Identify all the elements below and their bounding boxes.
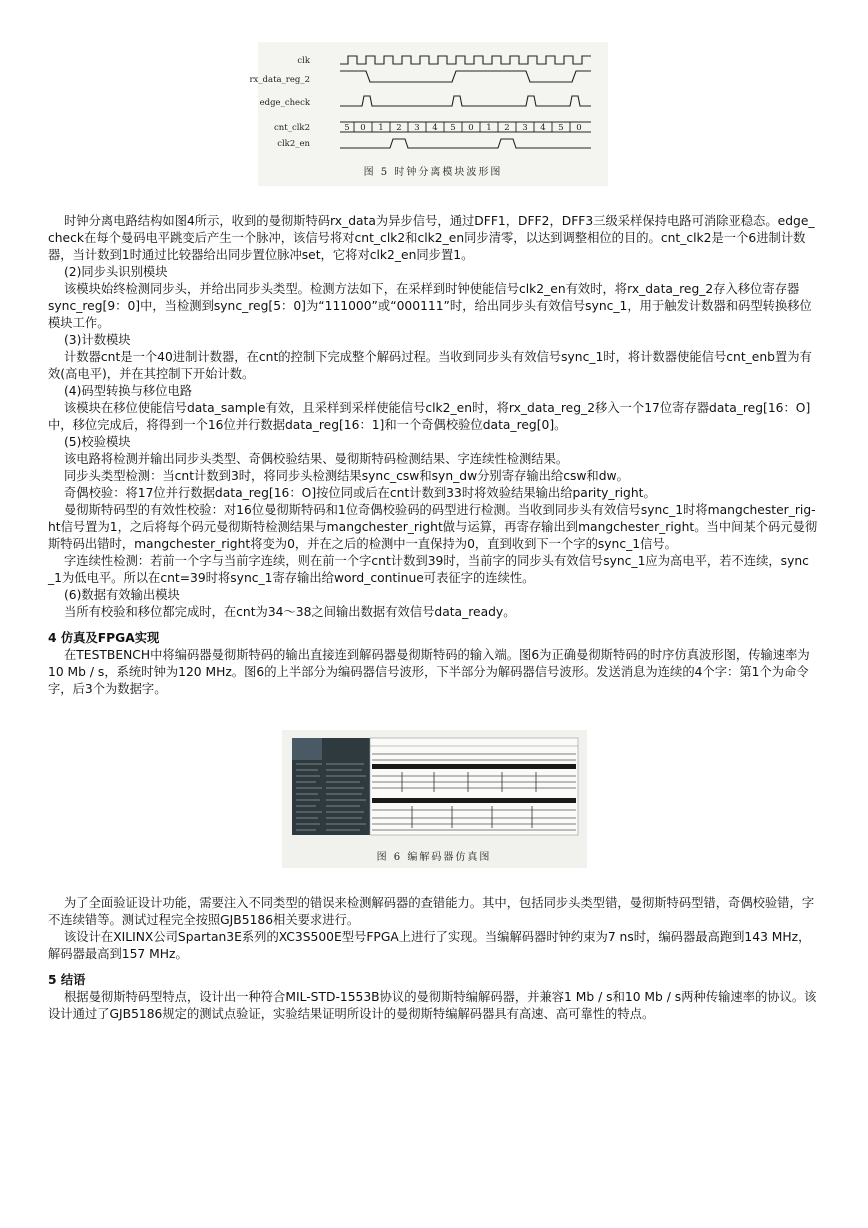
cnt-value: 4 xyxy=(540,123,546,133)
figure-5-caption: 图 5 时钟分离模块波形图 xyxy=(363,167,503,178)
figure-5-waveform xyxy=(249,42,608,186)
signal-label-cnt-clk2: cnt_clk2 xyxy=(274,123,310,133)
clk2-en-waveform xyxy=(340,139,591,148)
rx-data-reg-2-waveform xyxy=(340,71,591,82)
paragraph: 字连续性检测：若前一个字与当前字连续，则在前一个字cnt计数到39时，当前字的同步头有效信号sync_1应为高电平，若不连续，sync _1为低电平。所以在cnt=39时将sync_1寄存输出给word_continue可表征字的连续性。 xyxy=(48,554,809,585)
paragraph: 同步头类型检测：当cnt计数到3时，将同步头检测结果sync_csw和syn_dw分别寄存输出给csw和dw。 xyxy=(64,469,629,483)
signal-label-clk: clk xyxy=(297,56,310,66)
cnt-value: 5 xyxy=(558,123,564,133)
cnt-value: 1 xyxy=(378,123,384,133)
signal-label-rx-data-reg-2: rx_data_reg_2 xyxy=(249,75,310,85)
paragraph: 计数器cnt是一个40进制计数器，在cnt的控制下完成整个解码过程。当收到同步头有效信号sync_1时，将计数器使能信号cnt_enb置为有效(高电平)，并在其控制下开始计数。 xyxy=(48,350,812,381)
cnt-value: 4 xyxy=(432,123,438,133)
signal-label-edge-check: edge_check xyxy=(259,98,310,108)
cnt-value: 2 xyxy=(504,123,510,133)
paragraph: 该电路将检测并输出同步头类型、奇偶校验结果、曼彻斯特码检测结果、字连续性检测结果。 xyxy=(64,452,569,466)
cnt-value: 2 xyxy=(396,123,402,133)
paragraph: 该模块在移位使能信号data_sample有效，且采样到采样使能信号clk2_en时，将rx_data_reg_2移入一个17位寄存器data_reg[16：O]中，移位完成后，将得到一个16位并行数据data_reg[16：1]和一个奇偶校验位data_reg[0]。 xyxy=(48,401,811,432)
cnt-value: 5 xyxy=(450,123,456,133)
subsection-heading: (6)数据有效输出模块 xyxy=(64,588,180,602)
paragraph: 在TESTBENCH中将编码器曼彻斯特码的输出直接连到解码器曼彻斯特码的输入端。图6为正确曼彻斯特码的时序仿真波形图，传输速率为10 Mb / s，系统时钟为120 MHz。图6的上半部分为编码器信号波形，下半部分为解码器信号波形。发送消息为连续的4个字：第1个为命令字，后3个为数据字。 xyxy=(48,648,810,696)
section-heading-4: 4 仿真及FPGA实现 xyxy=(48,631,160,645)
body-text-2 xyxy=(48,895,818,1023)
clk-waveform xyxy=(340,56,591,64)
cnt-value: 3 xyxy=(414,123,420,133)
subsection-heading: (5)校验模块 xyxy=(64,435,131,449)
paragraph: 当所有校验和移位都完成时，在cnt为34～38之间输出数据有效信号data_ready。 xyxy=(64,605,516,619)
paragraph: 曼彻斯特码型的有效性校验：对16位曼彻斯特码和1位奇偶校验码的码型进行检测。当收到同步头有效信号sync_1时将mangchester_rig-ht信号置为1，之后将每个码元曼彻斯特检测结果与mangchester_right做与运算，再寄存输出到mangchester_right。当中间某个码元曼彻斯特码出错时，mangchester_right将变为0，并在之后的检测中一直保持为0，直到收到下一个字的sync_1信号。 xyxy=(48,503,818,551)
figure-6-simulation xyxy=(282,730,587,868)
subsection-heading: (3)计数模块 xyxy=(64,333,131,347)
paragraph: 该设计在XILINX公司Spartan3E系列的XC3S500E型号FPGA上进行了实现。当编解码器时钟约束为7 ns时，编码器最高跑到143 MHz，解码器最高到157 MHz。 xyxy=(48,930,811,961)
subsection-heading: (4)码型转换与移位电路 xyxy=(64,384,193,398)
paragraph: 时钟分离电路结构如图4所示，收到的曼彻斯特码rx_data为异步信号，通过DFF1，DFF2，DFF3三级采样保持电路可消除亚稳态。edge_ check在每个曼码电平跳变后产生一个脉冲，该信号将对cnt_clk2和clk2_en同步清零，以达到调整相位的目的。cnt_clk2是一个6进制计数器，当计数到1时通过比较器给出同步置位脉冲set，它将对clk2_en同步置1。 xyxy=(48,214,815,262)
paragraph: 根据曼彻斯特码型特点，设计出一种符合MIL-STD-1553B协议的曼彻斯特编解码器，并兼容1 Mb / s和10 Mb / s两种传输速率的协议。该设计通过了GJB5186规定的测试点验证，实验结果证明所设计的曼彻斯特编解码器具有高速、高可靠性的特点。 xyxy=(48,990,817,1021)
section-heading-5: 5 结语 xyxy=(48,973,86,987)
cnt-value: 0 xyxy=(468,123,474,133)
subsection-heading: (2)同步头识别模块 xyxy=(64,265,168,279)
body-text-1 xyxy=(48,213,818,698)
cnt-value: 0 xyxy=(360,123,366,133)
cnt-value: 3 xyxy=(522,123,528,133)
figure-5 xyxy=(249,42,608,186)
paragraph: 奇偶校验：将17位并行数据data_reg[16：O]按位同或后在cnt计数到33时将效验结果输出给parity_right。 xyxy=(64,486,656,500)
figure-6 xyxy=(282,730,587,868)
paragraph: 该模块始终检测同步头，并给出同步头类型。检测方法如下，在采样到时钟使能信号clk2_en有效时，将rx_data_reg_2存入移位寄存器sync_reg[9：0]中，当检测到sync_reg[5：0]为“111000”或“000111”时，给出同步头有效信号sync_1，用于触发计数器和码型转换移位模块工作。 xyxy=(48,282,812,330)
signal-label-clk2-en: clk2_en xyxy=(277,139,310,149)
paragraph: 为了全面验证设计功能，需要注入不同类型的错误来检测解码器的查错能力。其中，包括同步头类型错，曼彻斯特码型错，奇偶校验错，字不连续错等。测试过程完全按照GJB5186相关要求进行。 xyxy=(48,896,815,927)
edge-check-waveform xyxy=(340,96,591,106)
cnt-value: 5 xyxy=(344,123,350,133)
cnt-value: 0 xyxy=(576,123,582,133)
figure-6-caption: 图 6 编解码器仿真图 xyxy=(376,852,492,863)
cnt-value: 1 xyxy=(486,123,492,133)
